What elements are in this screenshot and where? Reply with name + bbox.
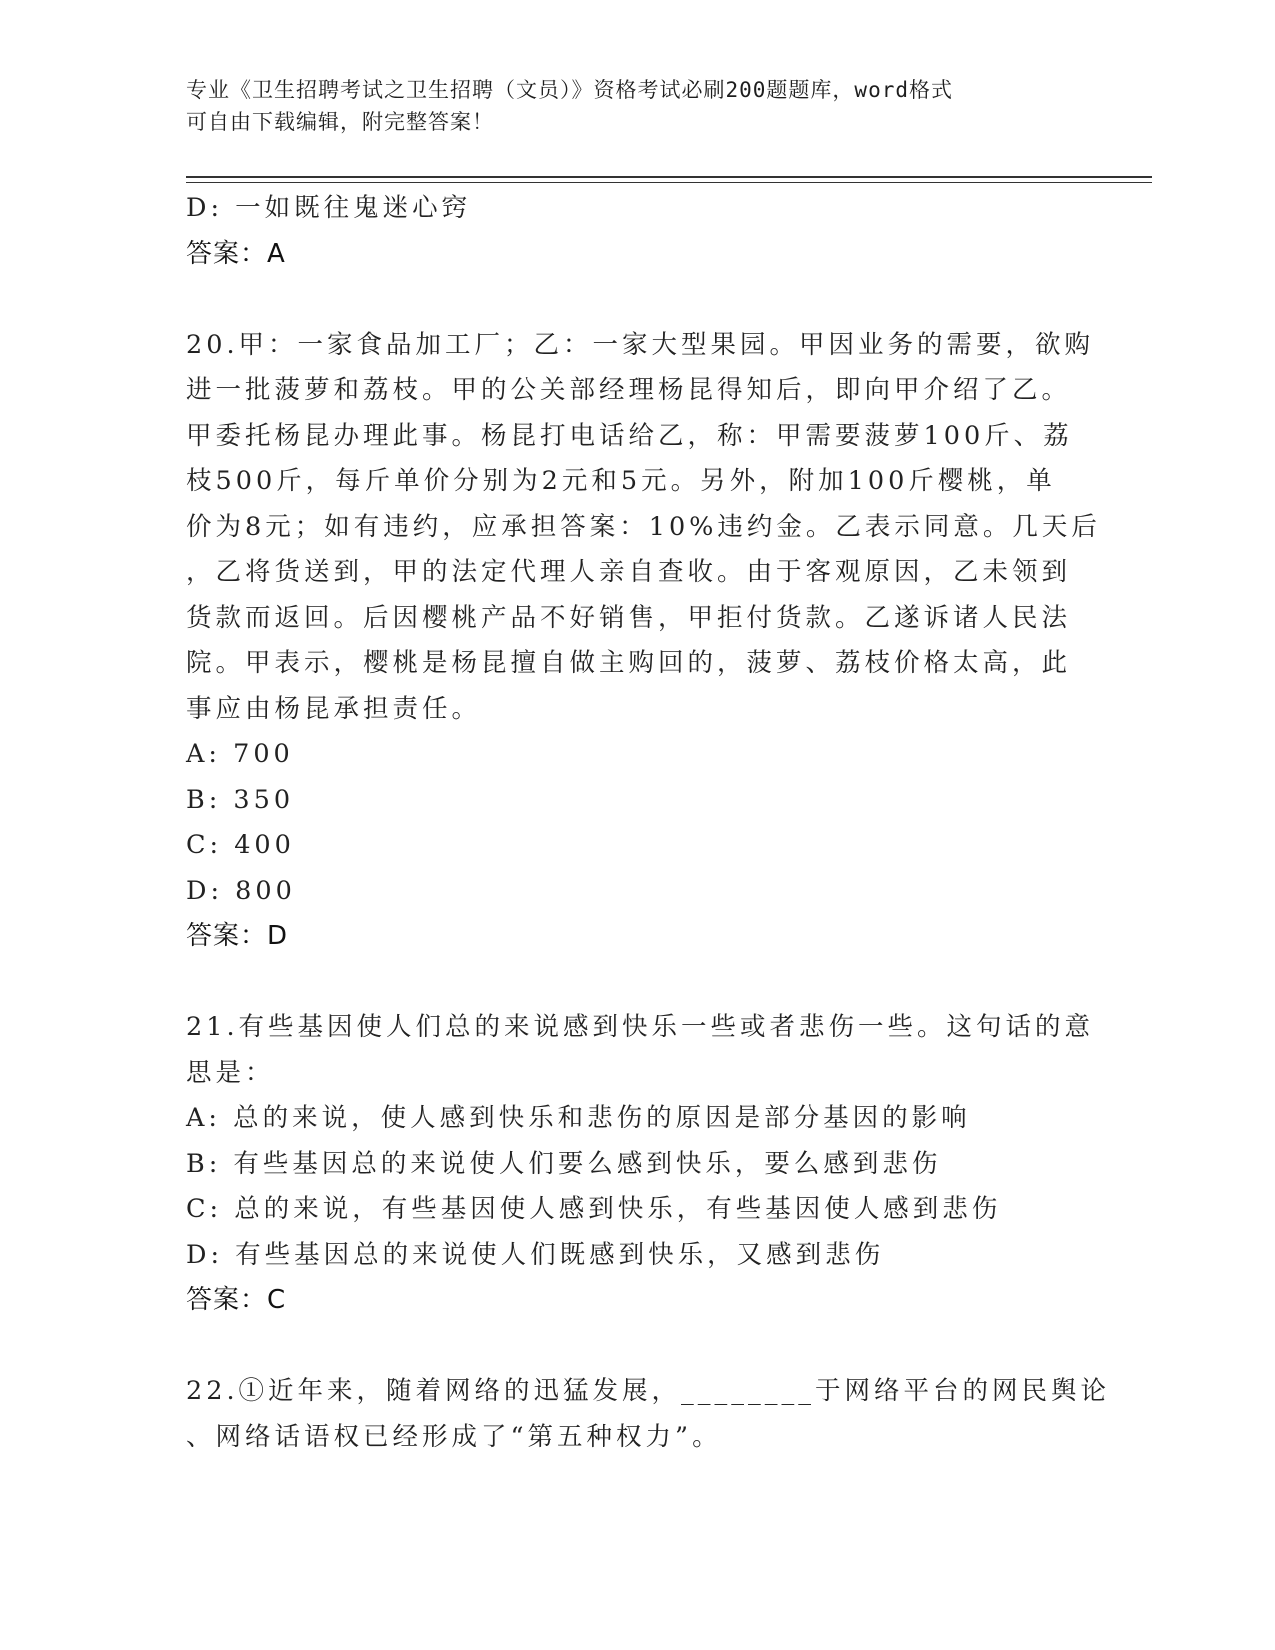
option-d: D: 800 [186, 875, 296, 906]
question-text-line: 20.甲：一家食品加工厂；乙：一家大型果园。甲因业务的需要，欲购 [186, 329, 1095, 360]
header-line: 专业《卫生招聘考试之卫生招聘（文员）》资格考试必刷200题题库，word格式 [186, 78, 953, 102]
question-text-line: 、网络话语权已经形成了“第五种权力”。 [186, 1421, 722, 1452]
answer-line: 答案：A [186, 238, 286, 269]
question-text-line: ，乙将货送到，甲的法定代理人亲自查收。由于客观原因，乙未领到 [186, 557, 1072, 587]
spacer [186, 1324, 1066, 1370]
option-b: B: 350 [186, 784, 295, 815]
question-text-line: 思是： [186, 1057, 275, 1088]
option-a: A: 700 [186, 739, 294, 769]
question-text-line: 价为8元；如有违约，应承担答案：10%违约金。乙表示同意。几天后 [186, 511, 1101, 542]
option-c: C: 总的来说，有些基因使人感到快乐，有些基因使人感到悲伤 [186, 1194, 1002, 1224]
question-text-line: 进一批菠萝和荔枝。甲的公关部经理杨昆得知后，即向甲介绍了乙。 [186, 375, 1072, 405]
spacer [186, 960, 1066, 1006]
question-text-line: 甲委托杨昆办理此事。杨昆打电话给乙，称：甲需要菠萝100斤、荔 [186, 420, 1073, 451]
spacer [186, 277, 1066, 323]
question-text-line: 21.有些基因使人们总的来说感到快乐一些或者悲伤一些。这句话的意 [186, 1012, 1095, 1042]
option-c: C: 400 [186, 830, 295, 860]
option-d: D: 有些基因总的来说使人们既感到快乐，又感到悲伤 [186, 1239, 885, 1270]
header-rule-thick [186, 176, 1152, 178]
option-d: D: 一如既往鬼迷心窍 [186, 193, 472, 223]
question-20 [186, 323, 1101, 960]
option-a: A: 总的来说，使人感到快乐和悲伤的原因是部分基因的影响 [186, 1103, 971, 1133]
header-rule-thin [186, 182, 1152, 183]
option-b: B: 有些基因总的来说使人们要么感到快乐，要么感到悲伤 [186, 1148, 942, 1179]
answer-line: 答案：C [186, 1285, 287, 1315]
document-body [186, 186, 1111, 1460]
header-line: 可自由下载编辑，附完整答案！ [186, 110, 494, 134]
answer-line: 答案：D [186, 921, 289, 951]
question-text-line: 事应由杨昆承担责任。 [186, 693, 482, 724]
document-header [186, 74, 1066, 138]
question-21 [186, 1005, 1095, 1324]
question-text-line: 22.①近年来，随着网络的迅猛发展，________于网络平台的网民舆论 [186, 1376, 1111, 1406]
question-22 [186, 1369, 1111, 1460]
question-text-line: 枝500斤，每斤单价分别为2元和5元。另外，附加100斤樱桃，单 [186, 466, 1056, 496]
question-text-line: 院。甲表示，樱桃是杨昆擅自做主购回的，菠萝、荔枝价格太高，此 [186, 648, 1072, 678]
question-text-line: 货款而返回。后因樱桃产品不好销售，甲拒付货款。乙遂诉诸人民法 [186, 602, 1072, 633]
